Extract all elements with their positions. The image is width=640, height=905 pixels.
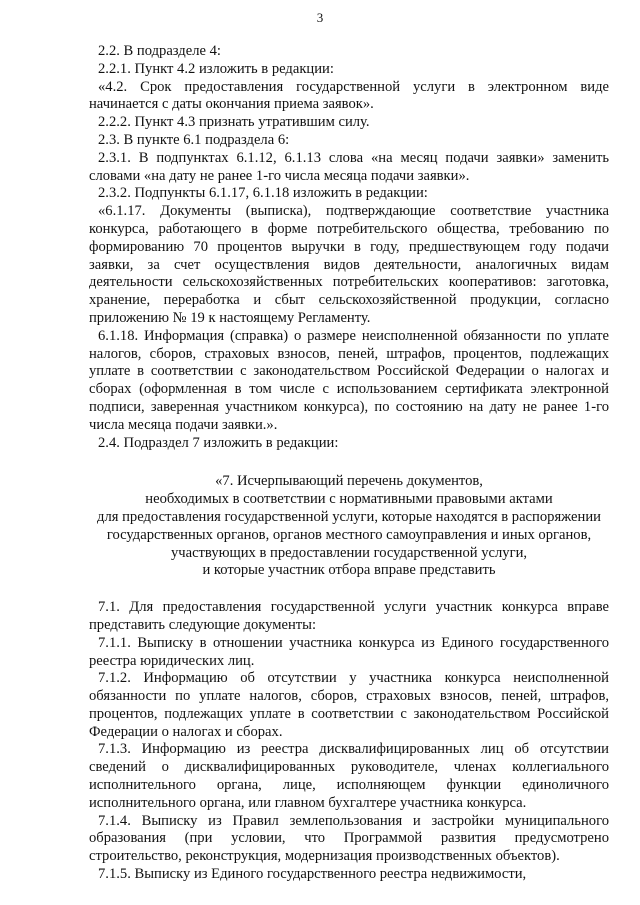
paragraph: 7.1.2. Информацию об отсутствии у участника конкурса неисполненной обязанности по уплате налогов, сборов, страховых взносов, пеней, штрафов, процентов, подлежащих уплате в соответствии с законодательством Российской Федерации о налогах и сборах.: [89, 670, 609, 740]
paragraph: 7.1. Для предоставления государственной услуги участник конкурса вправе представить следующие документы:: [89, 599, 609, 633]
document-body: [89, 43, 609, 884]
paragraph: 2.2. В подразделе 4:: [98, 43, 221, 59]
heading-line: для предоставления государственной услуги, которые находятся в распоряжении: [97, 508, 601, 525]
heading-line: государственных органов, органов местного самоуправления и иных органов,: [106, 526, 592, 543]
paragraph: 2.3. В пункте 6.1 подраздела 6:: [98, 131, 290, 148]
heading-line: необходимых в соответствии с нормативными правовыми актами: [145, 491, 553, 508]
paragraph: 7.1.1. Выписку в отношении участника конкурса из Единого государственного реестра юридических лиц.: [89, 634, 609, 669]
paragraph: «6.1.17. Документы (выписка), подтверждающие соответствие участника конкурса, работающего в форме потребительского общества, требованию по формированию 70 процентов выручки в году, предшествующем году подачи заявки, за счет осуществления видов деятельности, аналогичных видам деятельности сельскохозяйственных потребительских кооперативов: заготовка, хранение, переработка и сбыт сельскохозяйственной продукции, согласно приложению № 19 к настоящему Регламенту.: [89, 203, 609, 326]
heading-line: и которые участник отбора вправе представить: [202, 562, 496, 579]
paragraph: 6.1.18. Информация (справка) о размере неисполненной обязанности по уплате налогов, сборов, страховых взносов, пеней, штрафов, процентов, подлежащих уплате в соответствии с законодательством Российской Федерации о налогах и сборах (оформленная в том числе с использованием сертификата электронной подписи, заверенная участником конкурса), по состоянию на дату не ранее 1-го числа месяца подачи заявки.».: [89, 327, 609, 433]
heading-line: «7. Исчерпывающий перечень документов,: [215, 473, 483, 490]
heading-line: участвующих в предоставлении государственной услуги,: [170, 544, 528, 561]
paragraph: 2.3.1. В подпунктах 6.1.12, 6.1.13 слова «на месяц подачи заявки» заменить словами «на дату не ранее 1-го числа месяца подачи заявки».: [89, 149, 609, 184]
paragraph: 2.2.1. Пункт 4.2 изложить в редакции:: [98, 60, 334, 77]
section-heading: [89, 473, 609, 580]
paragraph: 7.1.4. Выписку из Правил землепользования и застройки муниципального образования (при условии, что Программой развития предусмотрено строительство, реконструкция, модернизация производственных объектов).: [89, 812, 609, 865]
paragraph: 2.3.2. Подпункты 6.1.17, 6.1.18 изложить в редакции:: [98, 185, 428, 202]
page-number: 3: [316, 10, 324, 25]
paragraph: 2.2.2. Пункт 4.3 признать утратившим силу.: [98, 114, 370, 131]
paragraph: «4.2. Срок предоставления государственной услуги в электронном виде начинается с даты окончания приема заявок».: [89, 78, 609, 113]
paragraph: 7.1.5. Выписку из Единого государственного реестра недвижимости,: [98, 866, 527, 883]
paragraph: 2.4. Подраздел 7 изложить в редакции:: [98, 434, 339, 451]
paragraph: 7.1.3. Информацию из реестра дисквалифицированных лиц об отсутствии сведений о дисквалифицированных руководителе, членах коллегиального исполнительного органа, лице, исполняющем функции единоличного исполнительного органа, или главном бухгалтере участника конкурса.: [89, 741, 609, 811]
